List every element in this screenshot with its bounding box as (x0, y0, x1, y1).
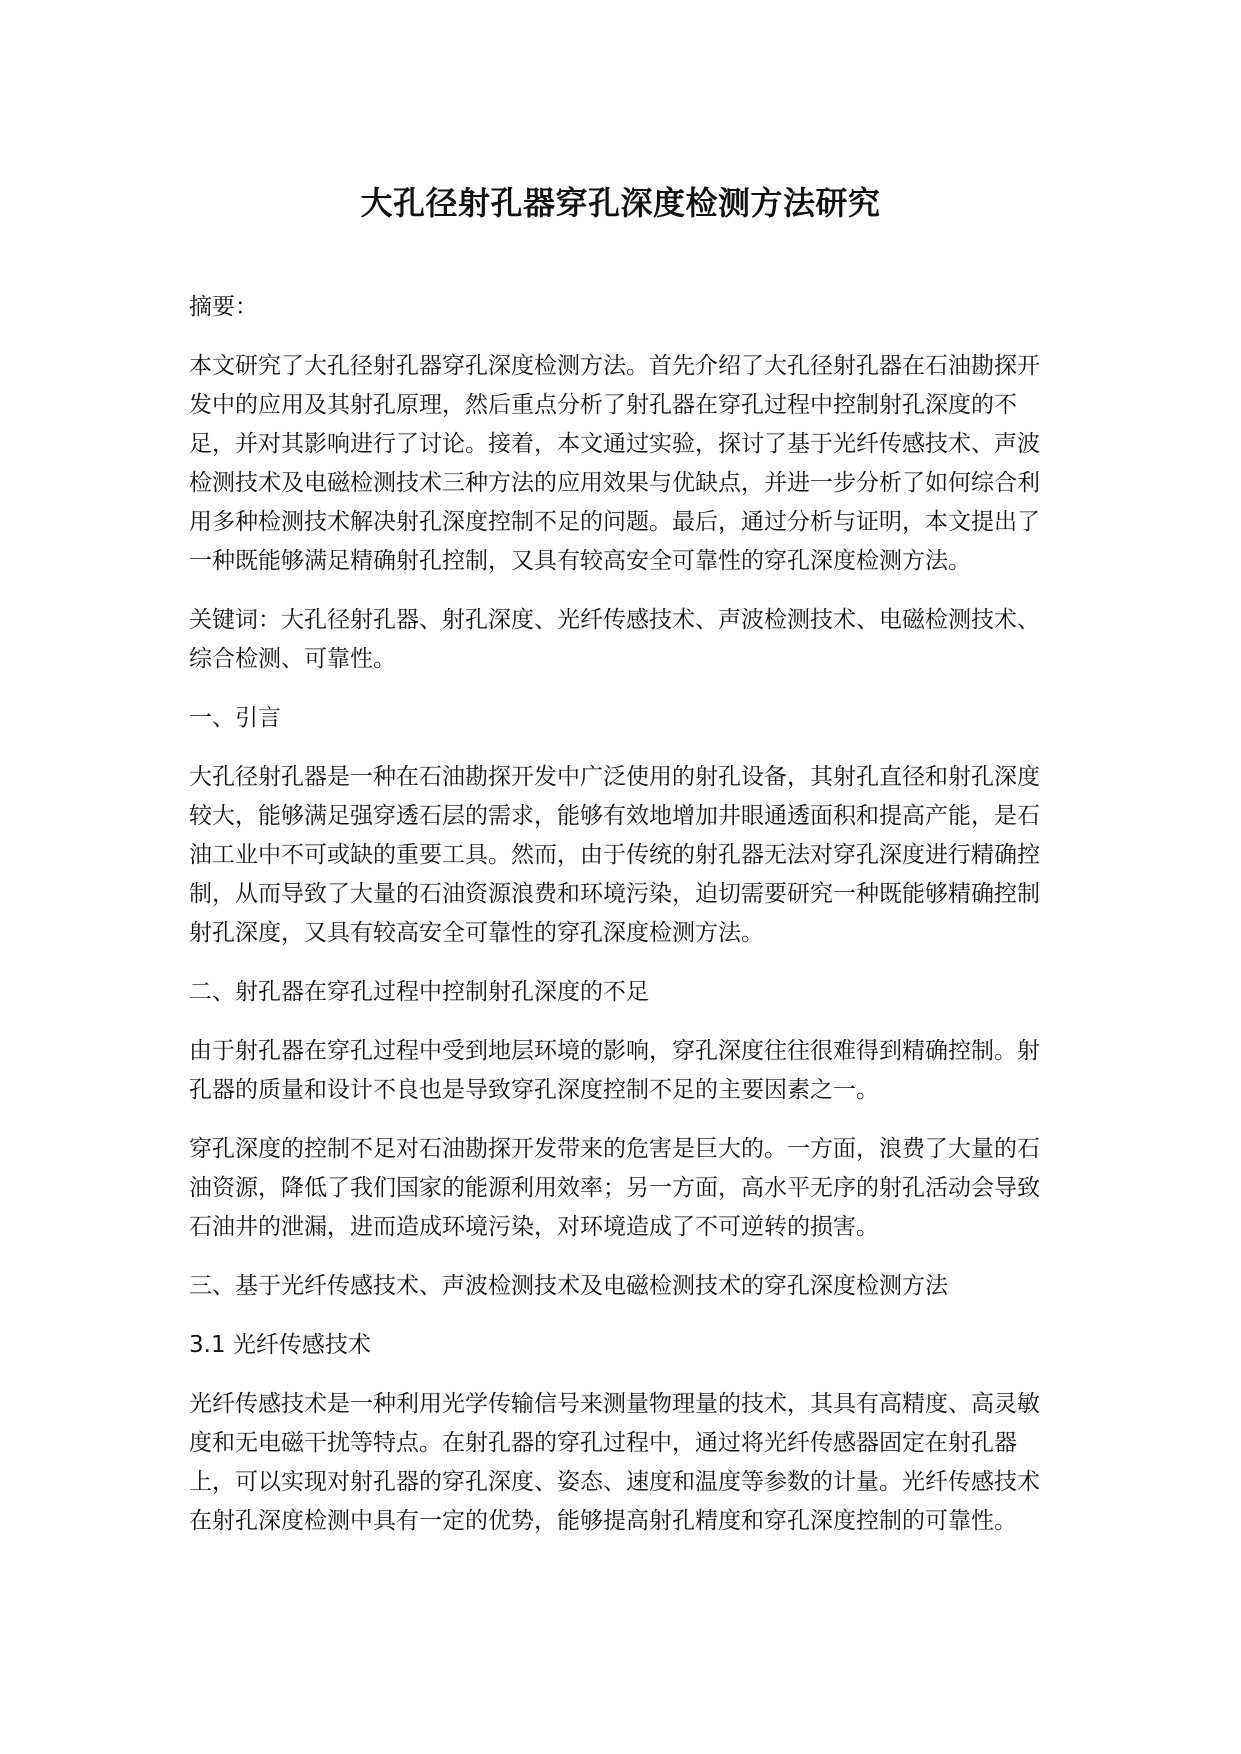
subsection-heading-fiber: 3.1 光纤传感技术 (189, 1332, 371, 1358)
fiber-sensing-paragraph: 光纤传感技术是一种利用光学传输信号来测量物理量的技术，其具有高精度、高灵敏度和无电磁干扰等特点。在射孔器的穿孔过程中，通过将光纤传感器固定在射孔器上，可以实现对射孔器的穿孔深度、姿态、速度和温度等参数的计量。光纤传感技术在射孔深度检测中具有一定的优势，能够提高射孔精度和穿孔深度控制的可靠性。 (189, 1391, 1040, 1534)
section-heading-intro: 一、引言 (189, 705, 281, 731)
deficiency-paragraph-2: 穿孔深度的控制不足对石油勘探开发带来的危害是巨大的。一方面，浪费了大量的石油资源，降低了我们国家的能源利用效率；另一方面，高水平无序的射孔活动会导致石油井的泄漏，进而造成环境污染，对环境造成了不可逆转的损害。 (189, 1136, 1040, 1240)
keywords-paragraph: 关键词：大孔径射孔器、射孔深度、光纤传感技术、声波检测技术、电磁检测技术、综合检测、可靠性。 (189, 607, 1040, 672)
section-heading-methods: 三、基于光纤传感技术、声波检测技术及电磁检测技术的穿孔深度检测方法 (189, 1273, 948, 1299)
document-body (189, 288, 1049, 1561)
abstract-paragraph: 本文研究了大孔径射孔器穿孔深度检测方法。首先介绍了大孔径射孔器在石油勘探开发中的应用及其射孔原理，然后重点分析了射孔器在穿孔过程中控制射孔深度的不足，并对其影响进行了讨论。接着，本文通过实验，探讨了基于光纤传感技术、声波检测技术及电磁检测技术三种方法的应用效果与优缺点，并进一步分析了如何综合利用多种检测技术解决射孔深度控制不足的问题。最后，通过分析与证明，本文提出了一种既能够满足精确射孔控制，又具有较高安全可靠性的穿孔深度检测方法。 (189, 353, 1040, 574)
document-title: 大孔径射孔器穿孔深度检测方法研究 (360, 184, 881, 222)
intro-paragraph: 大孔径射孔器是一种在石油勘探开发中广泛使用的射孔设备，其射孔直径和射孔深度较大，能够满足强穿透石层的需求，能够有效地增加井眼通透面积和提高产能，是石油工业中不可或缺的重要工具。然而，由于传统的射孔器无法对穿孔深度进行精确控制，从而导致了大量的石油资源浪费和环境污染，迫切需要研究一种既能够精确控制射孔深度，又具有较高安全可靠性的穿孔深度检测方法。 (189, 764, 1040, 946)
abstract-label: 摘要： (189, 294, 258, 320)
deficiency-paragraph-1: 由于射孔器在穿孔过程中受到地层环境的影响，穿孔深度往往很难得到精确控制。射孔器的质量和设计不良也是导致穿孔深度控制不足的主要因素之一。 (189, 1038, 1040, 1103)
section-heading-deficiency: 二、射孔器在穿孔过程中控制射孔深度的不足 (189, 979, 649, 1005)
